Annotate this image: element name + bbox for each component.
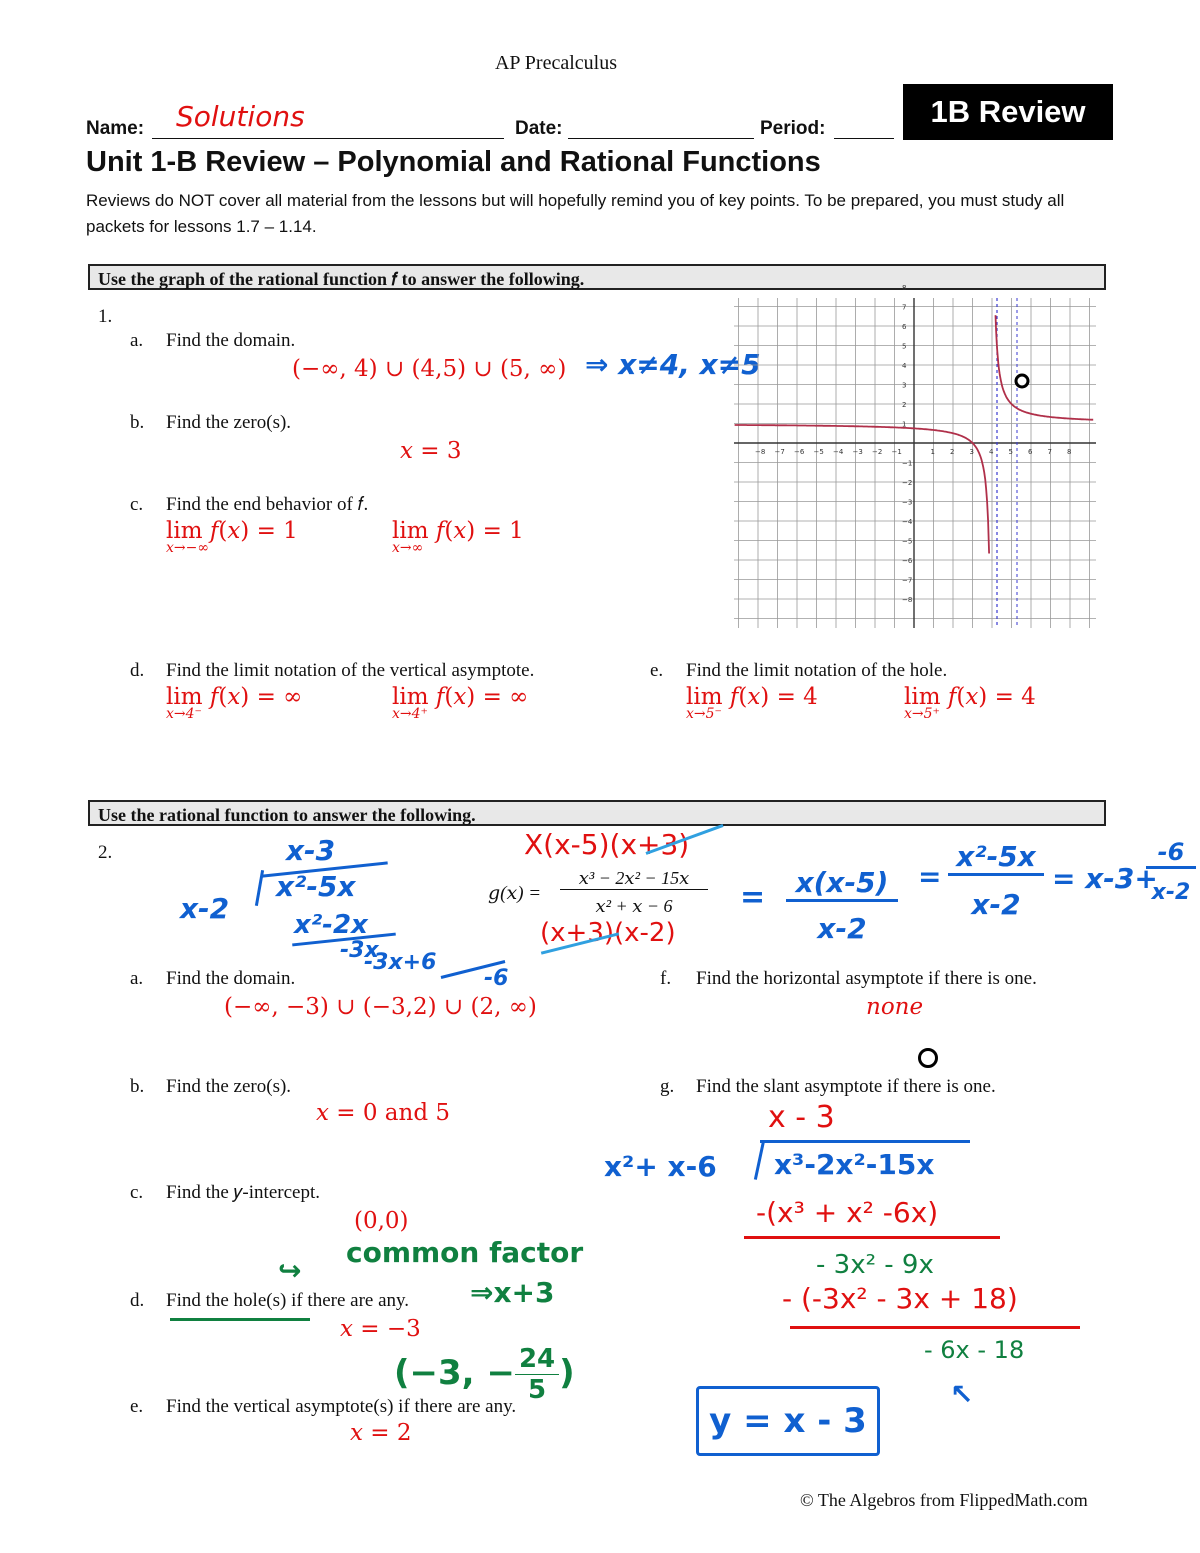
q2b-question: Find the zero(s).: [166, 1076, 292, 1097]
period-label: Period:: [760, 118, 826, 139]
q2d-underline: [170, 1318, 310, 1321]
g-final-answer: y = x - 3: [696, 1386, 880, 1456]
function-denominator: 𝑥² + 𝑥 − 6: [595, 896, 673, 916]
g-division-bracket: [754, 1140, 765, 1180]
y-tick-label: 7: [902, 303, 907, 312]
date-label: Date:: [515, 118, 563, 139]
x-tick-label: 4: [989, 448, 994, 456]
rational-graph: [734, 284, 1096, 628]
x-tick-label: −7: [774, 448, 785, 456]
g-line1: -(x³ + x² -6x): [756, 1196, 939, 1229]
function-name: 𝑔(𝑥) =: [488, 883, 542, 904]
q2f-letter: f.: [660, 968, 672, 989]
arrow-mark-icon: ↖: [950, 1378, 974, 1411]
y-tick-label: 5: [902, 342, 907, 351]
graph-grid: [734, 298, 1096, 628]
q1d-limit-right: lim 𝑓(𝑥) = ∞ x→4⁺: [392, 684, 529, 722]
intro-text: Reviews do NOT cover all material from the lessons but will hopefully remind you of key points. To be prepared, you must study all packets for lessons 1.7 – 1.14.: [86, 191, 1065, 236]
q2b-answer: 𝑥 = 0 and 5: [316, 1100, 451, 1126]
simplified-numerator: x(x-5): [786, 866, 898, 902]
remainder-denominator: x-2: [1151, 880, 1191, 905]
q1d-question: Find the limit notation of the vertical asymptote.: [166, 660, 535, 681]
q1a-answer: (−∞, 4) ∪ (4,5) ∪ (5, ∞): [292, 356, 567, 382]
expanded-numerator: x²-5x: [948, 840, 1044, 876]
q1b-answer: 𝑥 = 3: [400, 438, 462, 464]
g-dividend: x³-2x²-15x: [774, 1148, 935, 1181]
q1a-question: Find the domain.: [166, 330, 296, 351]
y-tick-label: 4: [902, 362, 907, 370]
q2d-answer: 𝑥 = −3: [340, 1316, 421, 1342]
q1e-question: Find the limit notation of the hole.: [686, 660, 948, 681]
x-tick-label: −8: [755, 448, 766, 456]
longdiv1-dividend: x²-5x: [276, 870, 356, 903]
date-line: [568, 138, 754, 139]
q2a-answer: (−∞, −3) ∪ (−3,2) ∪ (2, ∞): [224, 994, 537, 1020]
y-tick-label: 8: [902, 284, 907, 292]
period-line: [834, 138, 894, 139]
longdiv1-bracket: [255, 870, 264, 906]
x-tick-label: 1: [930, 448, 935, 456]
y-tick-label: 3: [902, 381, 907, 390]
curve-left-branch: [735, 425, 990, 554]
q2d-question-rest: if there are any.: [286, 1290, 410, 1311]
factor-bottom: (x+3)(x-2): [540, 918, 676, 948]
y-tick-label: −3: [902, 498, 913, 507]
g-divisor: x²+ x-6: [604, 1150, 717, 1183]
q1a-note: ⇒ x≠4, x≠5: [585, 348, 761, 381]
q1c-limit-right: lim 𝑓(𝑥) = 1 x→∞: [392, 518, 524, 556]
x-tick-label: 5: [1008, 448, 1013, 456]
q1e-limit-left: lim 𝑓(𝑥) = 4 x→5⁻: [686, 684, 818, 722]
y-tick-label: −2: [902, 479, 913, 487]
page-title: Unit 1-B Review – Polynomial and Rational Functions: [86, 146, 821, 178]
y-tick-label: −6: [902, 557, 913, 565]
q2a-letter: a.: [130, 968, 144, 989]
g-line2: - 3x² - 9x: [816, 1250, 934, 1280]
g-quotient: x - 3: [768, 1100, 835, 1135]
longdiv1-line3: -3x+6: [364, 950, 437, 975]
x-tick-label: −5: [813, 448, 824, 456]
q1c-question: Find the end behavior of 𝑓.: [166, 494, 369, 515]
x-tick-label: −2: [872, 448, 883, 456]
course-title: AP Precalculus: [494, 52, 617, 74]
y-tick-label: −4: [902, 518, 913, 526]
x-tick-label: −1: [891, 448, 902, 456]
y-tick-label: 2: [902, 401, 907, 409]
review-badge: 1B Review: [903, 84, 1113, 140]
q2c-answer: (0,0): [354, 1208, 409, 1234]
q2g-letter: g.: [660, 1076, 675, 1097]
longdiv1-quotient: x-3: [286, 834, 336, 867]
expanded-equals-2: = x-3+: [1052, 862, 1158, 895]
q2f-question: Find the horizontal asymptote if there is one.: [696, 968, 1037, 989]
q1-number: 1.: [98, 306, 113, 327]
y-tick-label: 6: [902, 323, 907, 331]
q1a-letter: a.: [130, 330, 144, 351]
q2a-question: Find the domain.: [166, 968, 296, 989]
y-tick-label: 1: [902, 420, 907, 429]
x-tick-label: −6: [794, 448, 805, 456]
y-tick-label: −1: [902, 459, 913, 468]
x-tick-label: 8: [1067, 448, 1072, 456]
q1e-limit-right: lim 𝑓(𝑥) = 4 x→5⁺: [904, 684, 1036, 722]
q2d-question: [166, 1290, 409, 1312]
q2d-question-part: Find the hole(s): [166, 1290, 287, 1311]
q1d-letter: d.: [130, 660, 145, 681]
factor-top: X(x-5)(x+3): [524, 828, 690, 861]
expanded-denominator: x-2: [971, 888, 1021, 921]
q2e-answer: 𝑥 = 2: [350, 1420, 412, 1446]
q2-number: 2.: [98, 842, 113, 863]
q1e-letter: e.: [650, 660, 664, 681]
q2d-point: (−3, − $\frac{24}{5}$ ): [394, 1344, 575, 1405]
q2d-letter: d.: [130, 1290, 145, 1311]
stray-circle-mark: [918, 1048, 938, 1068]
y-tick-label: −5: [902, 537, 913, 546]
q1c-letter: c.: [130, 494, 144, 515]
q1b-question: Find the zero(s).: [166, 412, 292, 433]
common-factor-arrow-icon: ↪: [278, 1254, 302, 1287]
q1d-limit-left: lim 𝑓(𝑥) = ∞ x→4⁻: [166, 684, 303, 722]
footer-credit: © The Algebros from FlippedMath.com: [800, 1490, 1088, 1510]
q1c-limit-left: lim 𝑓(𝑥) = 1 x→−∞: [166, 518, 298, 556]
q2c-question: Find the 𝑦-intercept.: [166, 1182, 320, 1203]
graph-tick-labels: [755, 284, 1071, 604]
g-rule2: [790, 1326, 1080, 1329]
longdiv1-line1: x²-2x: [294, 910, 368, 940]
section1-header: Use the graph of the rational function 𝑓 to answer the following.: [88, 264, 1106, 290]
longdiv1-line4: -6: [484, 966, 509, 991]
g-rule1: [744, 1236, 1000, 1239]
q2b-letter: b.: [130, 1076, 145, 1097]
common-factor-note2: ⇒x+3: [470, 1276, 555, 1309]
q2f-answer: none: [866, 994, 924, 1020]
g-division-bar: [760, 1140, 970, 1143]
g-line3: - (-3x² - 3x + 18): [782, 1282, 1018, 1315]
x-tick-label: 7: [1047, 448, 1052, 456]
x-tick-label: 6: [1028, 448, 1033, 456]
y-tick-label: −8: [902, 596, 913, 604]
g-line4: - 6x - 18: [924, 1336, 1025, 1364]
x-tick-label: 3: [969, 448, 974, 456]
common-factor-note: common factor: [346, 1236, 584, 1269]
function-numerator: 𝑥³ − 2𝑥² − 15𝑥: [560, 868, 708, 890]
q2e-question: Find the vertical asymptote(s) if there are any.: [166, 1396, 517, 1417]
longdiv1-divisor: x-2: [180, 892, 230, 925]
q2c-letter: c.: [130, 1182, 144, 1203]
simplified-equals: =: [740, 880, 766, 915]
hole-open-circle: [1016, 375, 1028, 387]
remainder-numerator: -6: [1146, 838, 1196, 869]
name-label: Name:: [86, 118, 145, 139]
name-line: [152, 138, 504, 139]
x-tick-label: −4: [833, 448, 844, 456]
q2e-letter: e.: [130, 1396, 144, 1417]
longdiv1-line2: -3x: [340, 938, 379, 963]
simplified-denominator: x-2: [817, 912, 867, 945]
expanded-equals-1: =: [918, 860, 942, 893]
y-tick-label: −7: [902, 576, 913, 585]
x-tick-label: 2: [950, 448, 955, 456]
name-handwritten: Solutions: [176, 100, 305, 133]
x-tick-label: −3: [852, 448, 863, 456]
section2-header: Use the rational function to answer the following.: [88, 800, 1106, 826]
q2g-question: Find the slant asymptote if there is one.: [696, 1076, 996, 1097]
q1b-letter: b.: [130, 412, 145, 433]
